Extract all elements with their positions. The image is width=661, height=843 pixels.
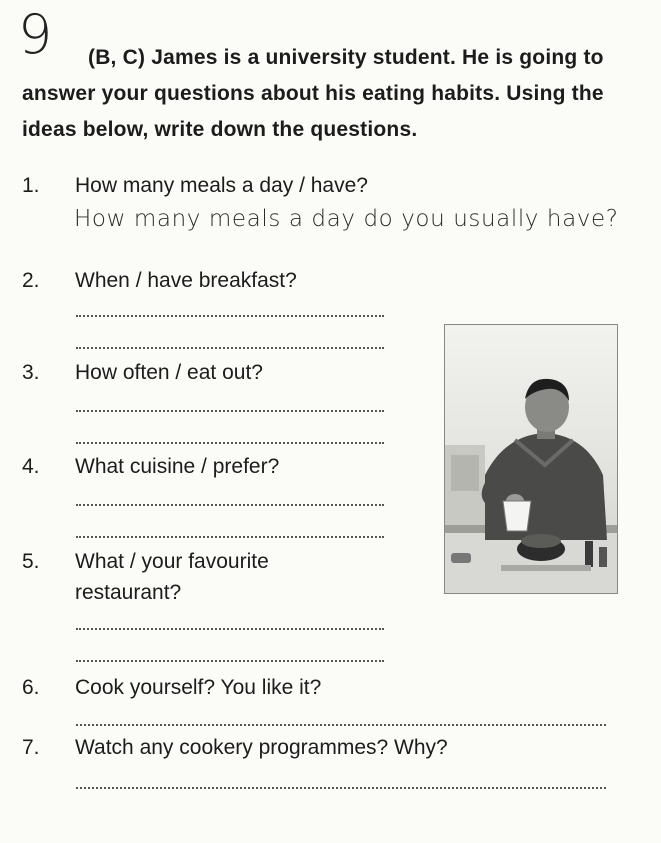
question-prompt: How many meals a day / have? <box>75 174 368 197</box>
question-prompt: When / have breakfast? <box>75 269 297 292</box>
answer-line[interactable] <box>76 628 384 630</box>
man-cooking-photo <box>444 324 618 594</box>
answer-line[interactable] <box>76 410 384 412</box>
answer-line[interactable] <box>76 660 384 662</box>
question-prompt: Watch any cookery programmes? Why? <box>75 736 448 759</box>
exercise-instructions: (B, C) James is a university student. He is going to answer your questions about his eating habits. Using the ideas below, write down the questions. <box>22 46 604 141</box>
question-number: 5. <box>22 550 40 573</box>
question-prompt: How often / eat out? <box>75 361 263 384</box>
question-number: 1. <box>22 174 40 197</box>
exercise-number: 9 <box>18 3 53 66</box>
question-number: 2. <box>22 269 40 292</box>
question-number: 4. <box>22 455 40 478</box>
answer-line[interactable] <box>76 724 606 726</box>
question-number: 6. <box>22 676 40 699</box>
question-prompt: Cook yourself? You like it? <box>75 676 322 699</box>
question-prompt-line2: restaurant? <box>75 581 182 604</box>
question-prompt: What cuisine / prefer? <box>75 455 280 478</box>
answer-line[interactable] <box>76 536 384 538</box>
answer-line[interactable] <box>76 787 606 789</box>
answer-line[interactable] <box>76 504 384 506</box>
handwritten-answer: How many meals a day do you usually have? <box>74 206 619 232</box>
question-prompt: What / your favourite <box>75 550 269 573</box>
question-number: 7. <box>22 736 40 759</box>
answer-line[interactable] <box>76 442 384 444</box>
answer-line[interactable] <box>76 315 384 317</box>
question-5-continued <box>75 578 181 608</box>
question-number: 3. <box>22 361 40 384</box>
answer-line[interactable] <box>76 347 384 349</box>
photo-illustration <box>445 325 617 593</box>
